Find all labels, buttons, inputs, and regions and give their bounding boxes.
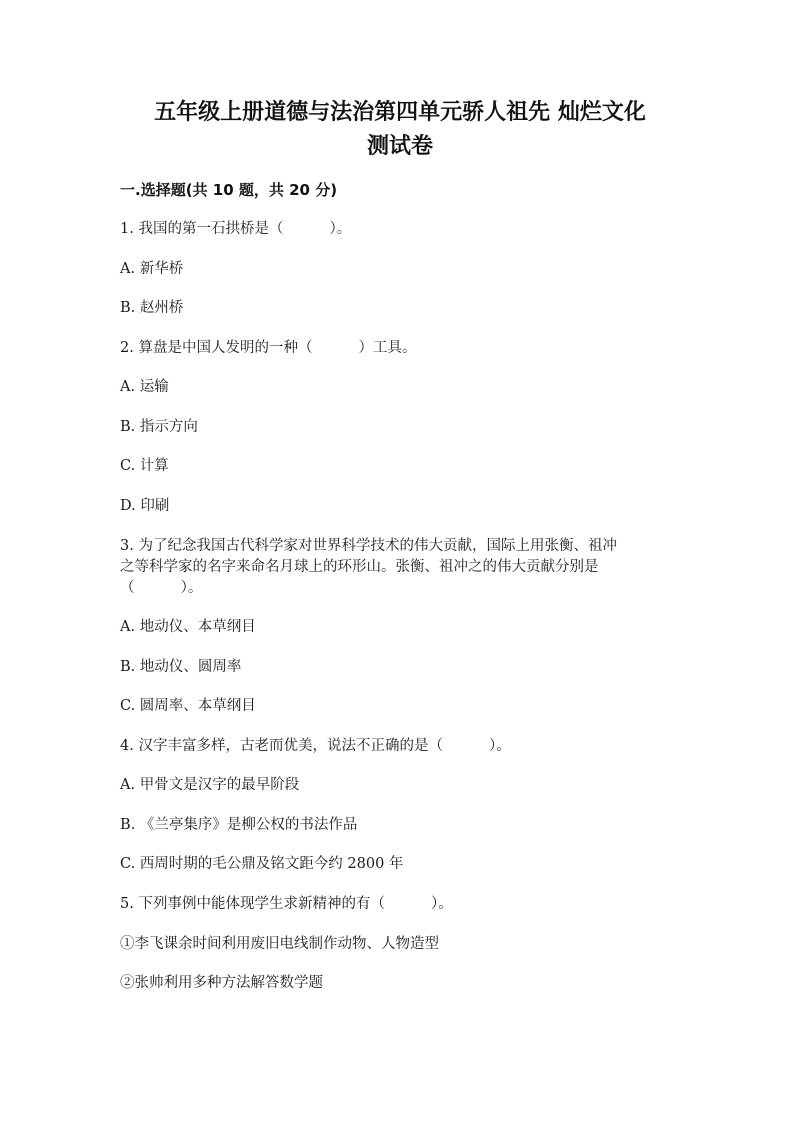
question-1-stem: 1. 我国的第一石拱桥是（ ）。 bbox=[120, 221, 352, 237]
question-1-option-a: A. 新华桥 bbox=[120, 261, 184, 277]
question-3-option-b: B. 地动仪、圆周率 bbox=[120, 659, 242, 675]
question-2-stem: 2. 算盘是中国人发明的一种（ ）工具。 bbox=[120, 340, 417, 356]
question-3-stem-line1: 3. 为了纪念我国古代科学家对世界科学技术的伟大贡献，国际上用张衡、祖冲 bbox=[120, 538, 617, 554]
page-title-continued: 测试卷 bbox=[366, 133, 433, 159]
question-3-option-a: A. 地动仪、本草纲目 bbox=[120, 619, 256, 635]
question-4-option-a: A. 甲骨文是汉字的最早阶段 bbox=[120, 777, 300, 793]
page-title: 五年级上册道德与法治第四单元骄人祖先 灿烂文化 bbox=[154, 99, 646, 125]
question-3-option-c: C. 圆周率、本草纲目 bbox=[120, 698, 256, 714]
question-5-item-2: ②张帅利用多种方法解答数学题 bbox=[120, 975, 323, 991]
question-4-stem: 4. 汉字丰富多样，古老而优美，说法不正确的是（ ）。 bbox=[120, 738, 511, 754]
question-2-option-a: A. 运输 bbox=[120, 379, 169, 395]
section-heading: 一.选择题(共 10 题，共 20 分) bbox=[120, 181, 338, 199]
question-5-stem: 5. 下列事例中能体现学生求新精神的有（ ）。 bbox=[120, 896, 453, 912]
question-3-stem-line2: 之等科学家的名字来命名月球上的环形山。张衡、祖冲之的伟大贡献分别是 bbox=[120, 559, 599, 575]
question-2-option-b: B. 指示方向 bbox=[120, 419, 198, 435]
question-5-item-1: ①李飞课余时间利用废旧电线制作动物、人物造型 bbox=[120, 936, 439, 952]
question-4-option-b: B. 《兰亭集序》是柳公权的书法作品 bbox=[120, 817, 358, 833]
question-1-option-b: B. 赵州桥 bbox=[120, 300, 184, 316]
question-2-option-d: D. 印刷 bbox=[120, 498, 170, 514]
question-4-option-c: C. 西周时期的毛公鼎及铭文距今约 2800 年 bbox=[120, 856, 404, 872]
question-2-option-c: C. 计算 bbox=[120, 458, 169, 474]
question-3-stem-line3: （ ）。 bbox=[120, 580, 203, 596]
